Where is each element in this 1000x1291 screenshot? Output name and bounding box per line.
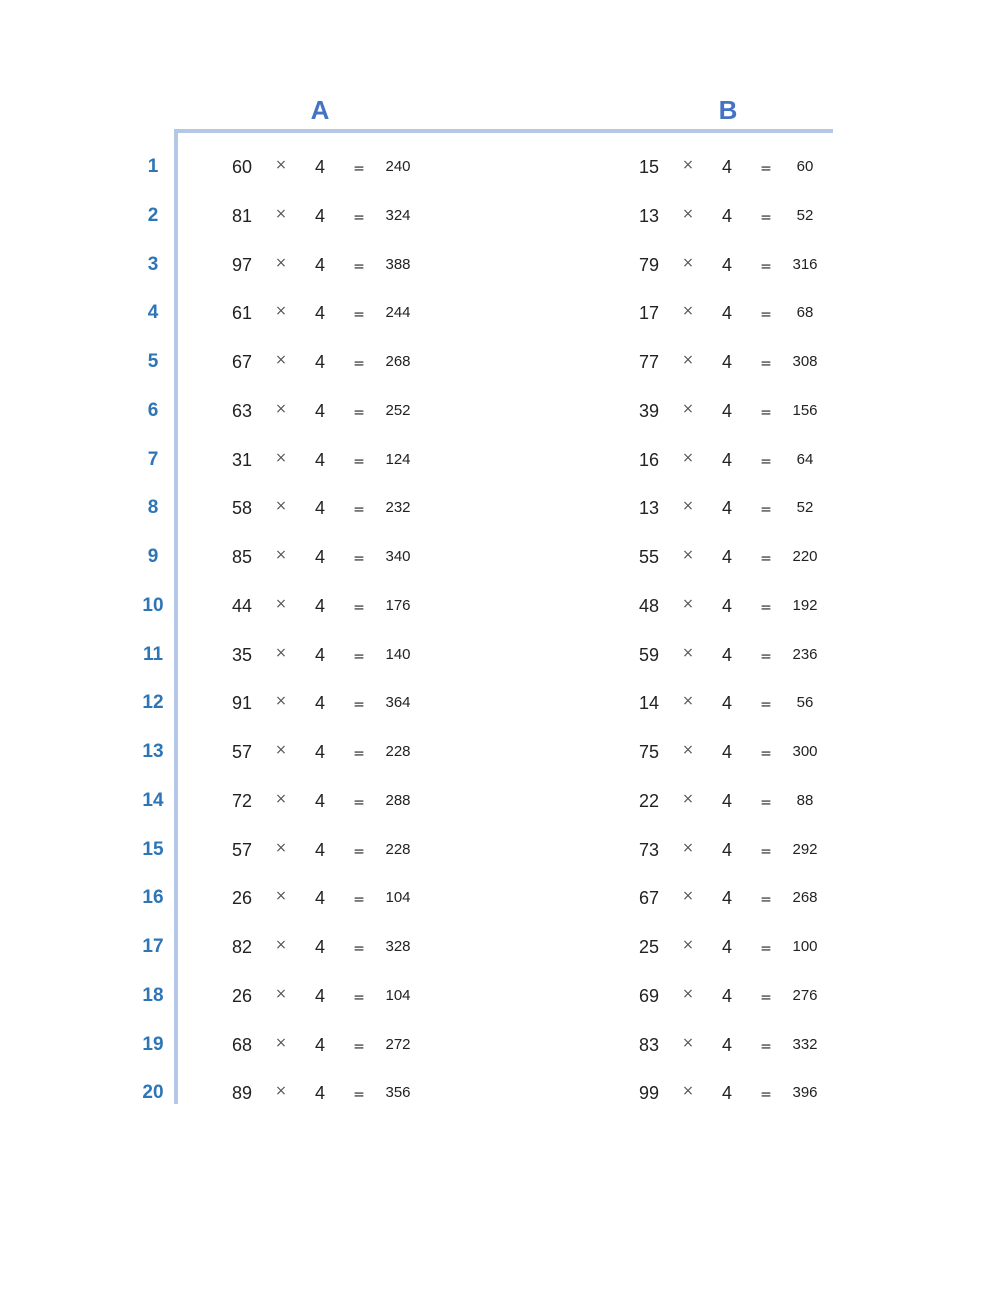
column-b-equals-sign: = <box>760 161 772 177</box>
column-a-multiplier: 4 <box>314 303 325 324</box>
column-b-product: 100 <box>792 938 818 955</box>
column-a-multiplicand: 97 <box>231 254 253 275</box>
column-a-multiplicand: 72 <box>231 790 253 811</box>
row-number: 15 <box>142 838 164 860</box>
column-b-product: 156 <box>792 401 818 419</box>
column-b-multiplier: 4 <box>721 254 732 275</box>
column-a-product: 244 <box>385 304 411 322</box>
column-b-multiplier: 4 <box>721 742 732 762</box>
column-b-times-sign: × <box>682 937 694 953</box>
column-a-product: 140 <box>385 645 411 663</box>
column-a-multiplier: 4 <box>314 254 325 275</box>
column-b-equals-sign: = <box>760 453 772 470</box>
column-a-equals-sign: = <box>353 1087 365 1104</box>
column-a-times-sign: × <box>275 644 287 661</box>
column-a-multiplier: 4 <box>314 205 325 226</box>
column-a-multiplicand: 82 <box>231 937 253 957</box>
column-a-multiplicand: 44 <box>231 595 253 616</box>
column-b-multiplier: 4 <box>721 303 732 324</box>
column-b-equals-sign: = <box>760 258 772 275</box>
column-a-product: 272 <box>385 1035 411 1053</box>
column-b-multiplicand: 99 <box>638 1083 660 1104</box>
column-a-multiplier: 4 <box>314 985 325 1006</box>
column-a-equals-sign: = <box>353 161 365 177</box>
column-b-multiplier: 4 <box>721 449 732 470</box>
problem-row <box>0 1021 1000 1070</box>
column-a-multiplier: 4 <box>314 644 325 665</box>
row-number: 11 <box>142 643 164 665</box>
column-a-product: 104 <box>385 986 411 1004</box>
column-a-times-sign: × <box>275 742 287 758</box>
column-a-equals-sign: = <box>353 502 365 519</box>
column-b-multiplier: 4 <box>721 498 732 519</box>
column-a-multiplier: 4 <box>314 498 325 519</box>
column-b-multiplicand: 77 <box>638 352 660 372</box>
column-a-equals-sign: = <box>353 551 365 567</box>
column-a-times-sign: × <box>275 1034 287 1051</box>
column-b-times-sign: × <box>682 1083 694 1100</box>
column-a-multiplicand: 61 <box>231 303 253 324</box>
column-a-times-sign: × <box>275 595 287 612</box>
column-b-product: 60 <box>796 158 814 175</box>
column-b-multiplicand: 79 <box>638 254 660 275</box>
column-a-multiplier: 4 <box>314 449 325 470</box>
column-a-product: 340 <box>385 548 411 565</box>
column-a-multiplicand: 31 <box>231 449 253 470</box>
column-b-multiplicand: 16 <box>638 449 660 470</box>
row-number: 18 <box>142 984 164 1006</box>
problem-row <box>0 728 1000 777</box>
problem-row <box>0 192 1000 241</box>
row-number: 1 <box>147 156 159 177</box>
column-a-product: 288 <box>385 791 411 809</box>
column-a-times-sign: × <box>275 498 287 515</box>
problem-row <box>0 241 1000 290</box>
column-a-multiplicand: 60 <box>231 157 253 177</box>
column-a-times-sign: × <box>275 839 287 856</box>
column-a-equals-sign: = <box>353 599 365 616</box>
column-b-times-sign: × <box>682 498 694 515</box>
column-b-times-sign: × <box>682 205 694 222</box>
problem-row <box>0 582 1000 631</box>
row-number: 6 <box>147 399 159 421</box>
column-a-multiplicand: 81 <box>231 205 253 226</box>
problem-row <box>0 777 1000 826</box>
column-a-multiplier: 4 <box>314 1083 325 1104</box>
column-b-times-sign: × <box>682 839 694 856</box>
column-b-multiplicand: 15 <box>638 157 660 177</box>
problem-row <box>0 923 1000 972</box>
column-b-multiplicand: 59 <box>638 644 660 665</box>
column-b-product: 396 <box>792 1084 818 1102</box>
column-b-equals-sign: = <box>760 843 772 860</box>
column-b-multiplicand: 17 <box>638 303 660 324</box>
problem-row <box>0 874 1000 923</box>
column-b-times-sign: × <box>682 1034 694 1051</box>
column-a-times-sign: × <box>275 790 287 807</box>
column-a-equals-sign: = <box>353 989 365 1006</box>
problem-row <box>0 631 1000 680</box>
column-a-multiplier: 4 <box>314 352 325 372</box>
column-a-times-sign: × <box>275 449 287 466</box>
column-a-product: 328 <box>385 938 411 955</box>
row-number: 17 <box>142 936 164 957</box>
column-b-multiplier: 4 <box>721 888 732 909</box>
column-a-times-sign: × <box>275 693 287 710</box>
column-b-product: 192 <box>792 596 818 614</box>
column-a-multiplier: 4 <box>314 790 325 811</box>
column-b-multiplier: 4 <box>721 205 732 226</box>
column-a-times-sign: × <box>275 937 287 953</box>
problem-row <box>0 143 1000 192</box>
column-b-equals-sign: = <box>760 941 772 957</box>
column-b-product: 220 <box>792 548 818 565</box>
column-b-equals-sign: = <box>760 502 772 519</box>
column-a-multiplicand: 68 <box>231 1034 253 1055</box>
column-b-multiplier: 4 <box>721 595 732 616</box>
column-a-equals-sign: = <box>353 356 365 372</box>
problem-row <box>0 826 1000 875</box>
column-b-equals-sign: = <box>760 209 772 226</box>
column-a-equals-sign: = <box>353 746 365 762</box>
column-a-equals-sign: = <box>353 941 365 957</box>
row-number: 9 <box>147 546 159 567</box>
column-b-times-sign: × <box>682 888 694 905</box>
column-b-times-sign: × <box>682 303 694 320</box>
column-a-times-sign: × <box>275 400 287 417</box>
column-a-multiplier: 4 <box>314 595 325 616</box>
column-b-times-sign: × <box>682 985 694 1002</box>
column-a-equals-sign: = <box>353 307 365 324</box>
column-a-multiplicand: 26 <box>231 888 253 909</box>
row-number: 4 <box>147 302 159 324</box>
row-number: 8 <box>147 497 159 519</box>
column-b-equals-sign: = <box>760 307 772 324</box>
column-b-equals-sign: = <box>760 989 772 1006</box>
column-a-multiplicand: 67 <box>231 352 253 372</box>
header-divider <box>174 129 833 133</box>
column-b-product: 52 <box>796 206 814 224</box>
column-b-product: 68 <box>796 304 814 322</box>
row-number: 7 <box>147 448 159 470</box>
column-a-times-sign: × <box>275 1083 287 1100</box>
column-a-multiplicand: 89 <box>231 1083 253 1104</box>
column-b-times-sign: × <box>682 400 694 417</box>
column-a-equals-sign: = <box>353 1038 365 1055</box>
column-b-equals-sign: = <box>760 746 772 762</box>
column-b-multiplicand: 75 <box>638 742 660 762</box>
problem-row <box>0 484 1000 533</box>
column-b-multiplicand: 13 <box>638 205 660 226</box>
column-b-equals-sign: = <box>760 697 772 714</box>
row-number: 20 <box>142 1082 164 1104</box>
column-b-times-sign: × <box>682 595 694 612</box>
problem-row <box>0 533 1000 582</box>
column-b-equals-sign: = <box>760 1087 772 1104</box>
column-b-multiplicand: 55 <box>638 547 660 567</box>
column-a-times-sign: × <box>275 547 287 563</box>
column-b-product: 276 <box>792 986 818 1004</box>
column-a-multiplicand: 35 <box>231 644 253 665</box>
column-b-equals-sign: = <box>760 648 772 665</box>
column-a-product: 240 <box>385 158 411 175</box>
column-a-product: 356 <box>385 1084 411 1102</box>
column-b-multiplier: 4 <box>721 400 732 421</box>
column-a-multiplicand: 57 <box>231 742 253 762</box>
column-b-times-sign: × <box>682 790 694 807</box>
problem-list <box>0 143 1000 1118</box>
row-number: 12 <box>142 692 164 714</box>
column-a-equals-sign: = <box>353 453 365 470</box>
column-a-product: 324 <box>385 206 411 224</box>
row-number: 10 <box>142 594 164 616</box>
column-a-multiplier: 4 <box>314 400 325 421</box>
column-b-multiplier: 4 <box>721 1034 732 1055</box>
column-b-multiplicand: 14 <box>638 693 660 714</box>
column-a-multiplier: 4 <box>314 157 325 177</box>
column-a-product: 124 <box>385 450 411 468</box>
column-b-equals-sign: = <box>760 892 772 909</box>
column-a-product: 252 <box>385 401 411 419</box>
column-b-times-sign: × <box>682 644 694 661</box>
column-a-times-sign: × <box>275 303 287 320</box>
column-a-equals-sign: = <box>353 258 365 275</box>
column-b-multiplier: 4 <box>721 1083 732 1104</box>
column-b-product: 332 <box>792 1035 818 1053</box>
row-number: 2 <box>147 204 159 226</box>
column-b-times-sign: × <box>682 742 694 758</box>
column-b-times-sign: × <box>682 449 694 466</box>
column-a-multiplier: 4 <box>314 1034 325 1055</box>
column-b-multiplier: 4 <box>721 839 732 860</box>
problem-row <box>0 436 1000 485</box>
column-b-multiplicand: 22 <box>638 790 660 811</box>
column-b-product: 52 <box>796 499 814 517</box>
column-a-product: 176 <box>385 596 411 614</box>
column-b-product: 292 <box>792 840 818 858</box>
column-b-multiplicand: 83 <box>638 1034 660 1055</box>
column-a-product: 268 <box>385 353 411 370</box>
row-number: 14 <box>142 789 164 811</box>
column-b-times-sign: × <box>682 157 694 173</box>
column-a-heading: A <box>310 95 330 125</box>
column-a-equals-sign: = <box>353 794 365 811</box>
column-b-equals-sign: = <box>760 794 772 811</box>
column-b-times-sign: × <box>682 693 694 710</box>
problem-row <box>0 972 1000 1021</box>
column-a-product: 228 <box>385 743 411 760</box>
column-b-product: 88 <box>796 791 814 809</box>
column-b-equals-sign: = <box>760 1038 772 1055</box>
column-a-multiplier: 4 <box>314 888 325 909</box>
column-b-multiplicand: 48 <box>638 595 660 616</box>
column-b-product: 236 <box>792 645 818 663</box>
column-a-multiplicand: 58 <box>231 498 253 519</box>
column-b-multiplier: 4 <box>721 985 732 1006</box>
column-a-multiplier: 4 <box>314 693 325 714</box>
row-number: 16 <box>142 887 164 909</box>
row-number: 5 <box>147 351 159 372</box>
column-a-multiplier: 4 <box>314 742 325 762</box>
problem-row <box>0 679 1000 728</box>
row-number: 13 <box>142 741 164 762</box>
column-b-equals-sign: = <box>760 404 772 421</box>
column-b-multiplicand: 67 <box>638 888 660 909</box>
column-a-times-sign: × <box>275 985 287 1002</box>
column-b-equals-sign: = <box>760 599 772 616</box>
column-a-equals-sign: = <box>353 648 365 665</box>
column-a-equals-sign: = <box>353 843 365 860</box>
column-b-times-sign: × <box>682 547 694 563</box>
column-a-multiplicand: 26 <box>231 985 253 1006</box>
problem-row <box>0 1069 1000 1118</box>
problem-row <box>0 289 1000 338</box>
problem-row <box>0 387 1000 436</box>
column-a-equals-sign: = <box>353 209 365 226</box>
column-b-multiplicand: 25 <box>638 937 660 957</box>
column-a-times-sign: × <box>275 157 287 173</box>
column-b-multiplier: 4 <box>721 693 732 714</box>
column-a-times-sign: × <box>275 205 287 222</box>
column-a-multiplier: 4 <box>314 937 325 957</box>
column-b-multiplier: 4 <box>721 790 732 811</box>
column-b-multiplicand: 39 <box>638 400 660 421</box>
column-a-product: 232 <box>385 499 411 517</box>
column-a-multiplicand: 57 <box>231 839 253 860</box>
column-b-product: 308 <box>792 353 818 370</box>
column-a-product: 364 <box>385 694 411 712</box>
column-a-equals-sign: = <box>353 697 365 714</box>
column-a-multiplier: 4 <box>314 839 325 860</box>
column-b-product: 300 <box>792 743 818 760</box>
column-a-product: 228 <box>385 840 411 858</box>
column-a-multiplicand: 63 <box>231 400 253 421</box>
column-b-multiplier: 4 <box>721 547 732 567</box>
column-b-product: 268 <box>792 889 818 907</box>
column-a-times-sign: × <box>275 888 287 905</box>
column-a-product: 104 <box>385 889 411 907</box>
column-b-product: 64 <box>796 450 814 468</box>
column-b-multiplier: 4 <box>721 644 732 665</box>
column-b-multiplier: 4 <box>721 937 732 957</box>
column-a-equals-sign: = <box>353 892 365 909</box>
column-a-equals-sign: = <box>353 404 365 421</box>
column-a-times-sign: × <box>275 254 287 271</box>
column-a-multiplicand: 91 <box>231 693 253 714</box>
column-b-times-sign: × <box>682 254 694 271</box>
row-number: 19 <box>142 1033 164 1055</box>
column-b-multiplier: 4 <box>721 352 732 372</box>
column-b-multiplicand: 13 <box>638 498 660 519</box>
column-a-multiplicand: 85 <box>231 547 253 567</box>
problem-row <box>0 338 1000 387</box>
column-b-equals-sign: = <box>760 551 772 567</box>
column-a-times-sign: × <box>275 352 287 368</box>
column-b-equals-sign: = <box>760 356 772 372</box>
column-b-multiplicand: 73 <box>638 839 660 860</box>
column-a-product: 388 <box>385 255 411 273</box>
column-b-heading: B <box>718 95 738 125</box>
column-b-times-sign: × <box>682 352 694 368</box>
column-b-product: 316 <box>792 255 818 273</box>
column-b-product: 56 <box>796 694 814 712</box>
row-number: 3 <box>147 253 159 275</box>
column-b-multiplicand: 69 <box>638 985 660 1006</box>
column-b-multiplier: 4 <box>721 157 732 177</box>
column-a-multiplier: 4 <box>314 547 325 567</box>
